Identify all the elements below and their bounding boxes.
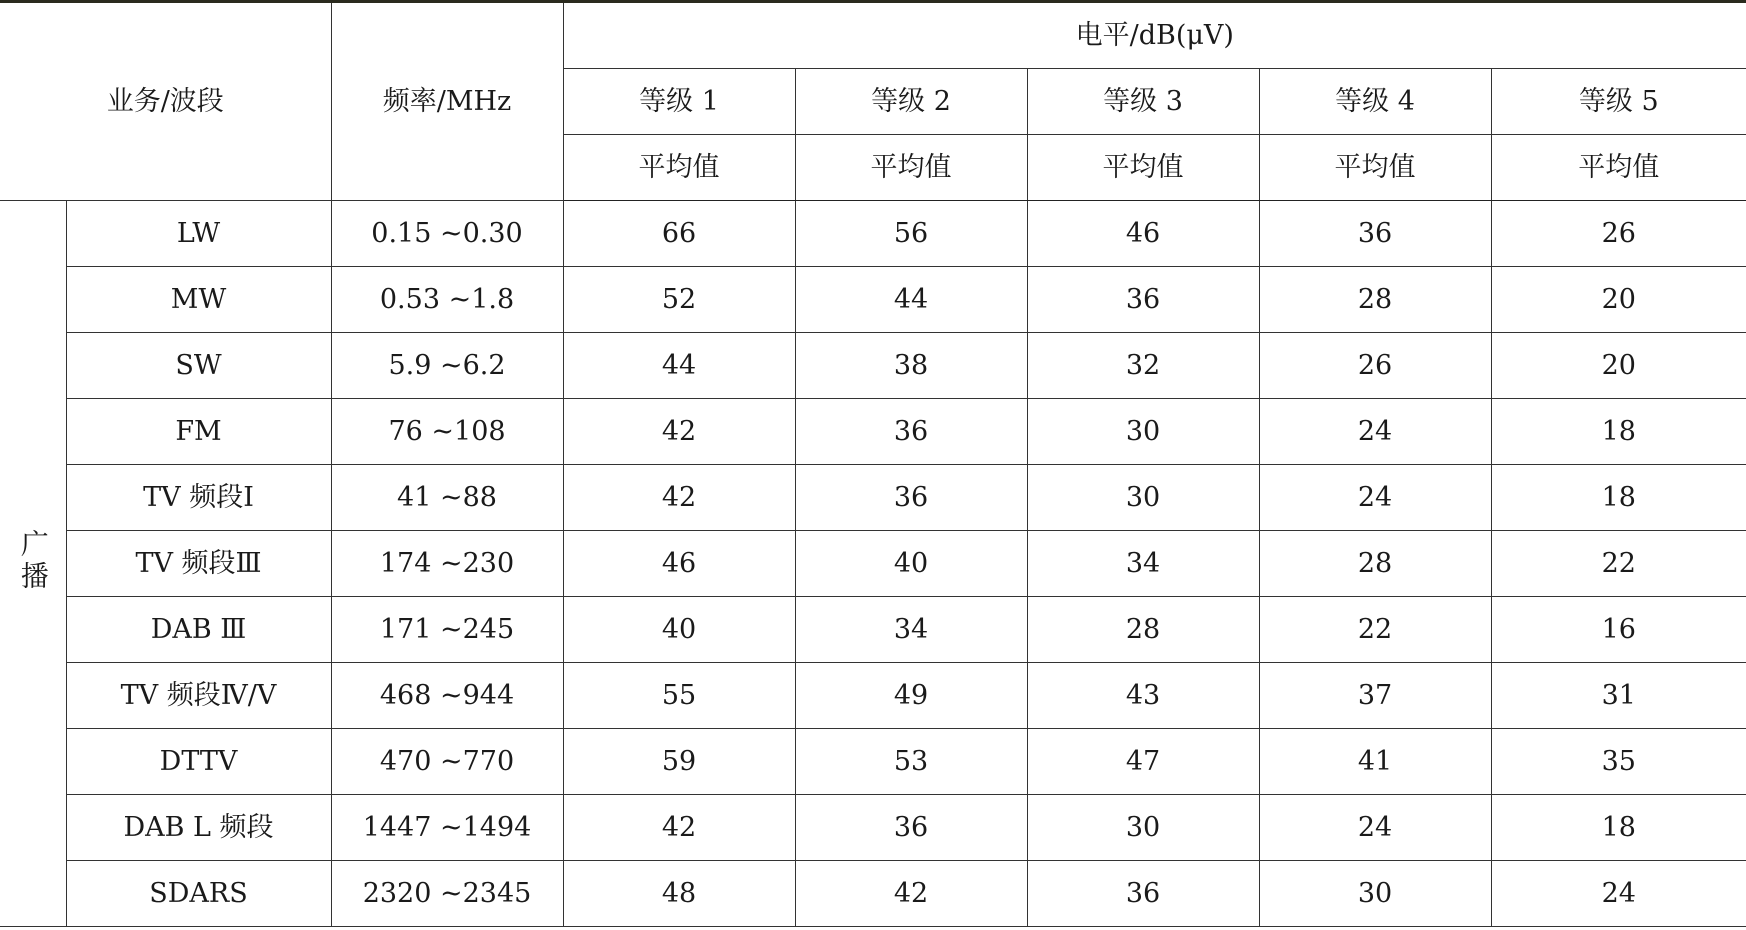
level-value-grade-2: 49	[795, 663, 1027, 729]
level-value-grade-1: 46	[563, 531, 795, 597]
level-value-grade-3: 32	[1027, 333, 1259, 399]
band-cell: FM	[66, 399, 331, 465]
band-cell: DAB Ⅲ	[66, 597, 331, 663]
header-grade-1: 等级 1	[563, 69, 795, 135]
table-row	[0, 795, 1746, 861]
level-value-grade-5: 31	[1491, 663, 1746, 729]
table-row	[0, 201, 1746, 267]
level-value-grade-3: 34	[1027, 531, 1259, 597]
level-value-grade-2: 38	[795, 333, 1027, 399]
level-value-grade-2: 36	[795, 795, 1027, 861]
header-avg-4: 平均值	[1259, 135, 1491, 201]
level-value-grade-5: 20	[1491, 267, 1746, 333]
level-value-grade-4: 28	[1259, 531, 1491, 597]
level-value-grade-4: 36	[1259, 201, 1491, 267]
level-value-grade-3: 43	[1027, 663, 1259, 729]
band-cell: TV 频段Ⅳ/Ⅴ	[66, 663, 331, 729]
level-value-grade-5: 20	[1491, 333, 1746, 399]
frequency-cell: 0.15 ~0.30	[331, 201, 563, 267]
frequency-cell: 5.9 ~6.2	[331, 333, 563, 399]
header-level-group: 电平/dB(μV)	[563, 3, 1746, 69]
frequency-cell: 1447 ~1494	[331, 795, 563, 861]
frequency-cell: 2320 ~2345	[331, 861, 563, 927]
level-value-grade-5: 18	[1491, 795, 1746, 861]
table-row	[0, 465, 1746, 531]
level-value-grade-2: 34	[795, 597, 1027, 663]
level-value-grade-2: 53	[795, 729, 1027, 795]
level-value-grade-1: 44	[563, 333, 795, 399]
header-service-band: 业务/波段	[0, 3, 331, 201]
level-value-grade-1: 48	[563, 861, 795, 927]
header-grade-5: 等级 5	[1491, 69, 1746, 135]
level-value-grade-1: 42	[563, 399, 795, 465]
header-avg-2: 平均值	[795, 135, 1027, 201]
level-value-grade-5: 18	[1491, 465, 1746, 531]
table-row	[0, 663, 1746, 729]
level-value-grade-5: 35	[1491, 729, 1746, 795]
level-value-grade-4: 24	[1259, 795, 1491, 861]
level-value-grade-2: 36	[795, 399, 1027, 465]
level-value-grade-5: 16	[1491, 597, 1746, 663]
level-value-grade-1: 55	[563, 663, 795, 729]
level-value-grade-2: 36	[795, 465, 1027, 531]
frequency-cell: 76 ~108	[331, 399, 563, 465]
level-value-grade-4: 30	[1259, 861, 1491, 927]
level-value-grade-1: 59	[563, 729, 795, 795]
emission-level-table	[0, 3, 1746, 927]
header-frequency: 频率/MHz	[331, 3, 563, 201]
level-value-grade-4: 37	[1259, 663, 1491, 729]
level-value-grade-3: 28	[1027, 597, 1259, 663]
level-value-grade-3: 30	[1027, 465, 1259, 531]
group-label: 广播	[16, 529, 50, 593]
band-cell: SW	[66, 333, 331, 399]
frequency-cell: 0.53 ~1.8	[331, 267, 563, 333]
band-cell: MW	[66, 267, 331, 333]
level-value-grade-2: 40	[795, 531, 1027, 597]
table-row	[0, 729, 1746, 795]
table-row	[0, 399, 1746, 465]
frequency-cell: 41 ~88	[331, 465, 563, 531]
header-grade-4: 等级 4	[1259, 69, 1491, 135]
band-cell: TV 频段Ⅲ	[66, 531, 331, 597]
level-value-grade-4: 28	[1259, 267, 1491, 333]
level-value-grade-2: 56	[795, 201, 1027, 267]
level-value-grade-4: 22	[1259, 597, 1491, 663]
group-label-cell	[0, 201, 66, 927]
table-row	[0, 333, 1746, 399]
level-value-grade-4: 24	[1259, 465, 1491, 531]
level-value-grade-3: 47	[1027, 729, 1259, 795]
frequency-cell: 174 ~230	[331, 531, 563, 597]
table-row	[0, 861, 1746, 927]
frequency-cell: 468 ~944	[331, 663, 563, 729]
level-value-grade-2: 42	[795, 861, 1027, 927]
header-avg-1: 平均值	[563, 135, 795, 201]
band-cell: LW	[66, 201, 331, 267]
level-value-grade-4: 26	[1259, 333, 1491, 399]
header-grade-2: 等级 2	[795, 69, 1027, 135]
header-avg-5: 平均值	[1491, 135, 1746, 201]
header-grade-3: 等级 3	[1027, 69, 1259, 135]
level-value-grade-5: 22	[1491, 531, 1746, 597]
level-value-grade-3: 30	[1027, 795, 1259, 861]
level-value-grade-3: 36	[1027, 861, 1259, 927]
band-cell: TV 频段Ⅰ	[66, 465, 331, 531]
band-cell: SDARS	[66, 861, 331, 927]
level-value-grade-5: 26	[1491, 201, 1746, 267]
level-value-grade-1: 40	[563, 597, 795, 663]
header-avg-3: 平均值	[1027, 135, 1259, 201]
frequency-cell: 470 ~770	[331, 729, 563, 795]
level-value-grade-1: 42	[563, 795, 795, 861]
level-value-grade-1: 66	[563, 201, 795, 267]
level-value-grade-3: 36	[1027, 267, 1259, 333]
level-value-grade-5: 18	[1491, 399, 1746, 465]
band-cell: DAB L 频段	[66, 795, 331, 861]
level-value-grade-1: 52	[563, 267, 795, 333]
band-cell: DTTV	[66, 729, 331, 795]
table-row	[0, 597, 1746, 663]
level-value-grade-3: 46	[1027, 201, 1259, 267]
frequency-cell: 171 ~245	[331, 597, 563, 663]
level-value-grade-3: 30	[1027, 399, 1259, 465]
level-value-grade-2: 44	[795, 267, 1027, 333]
level-value-grade-1: 42	[563, 465, 795, 531]
table-row	[0, 531, 1746, 597]
table-row	[0, 267, 1746, 333]
level-value-grade-4: 41	[1259, 729, 1491, 795]
level-value-grade-5: 24	[1491, 861, 1746, 927]
level-value-grade-4: 24	[1259, 399, 1491, 465]
